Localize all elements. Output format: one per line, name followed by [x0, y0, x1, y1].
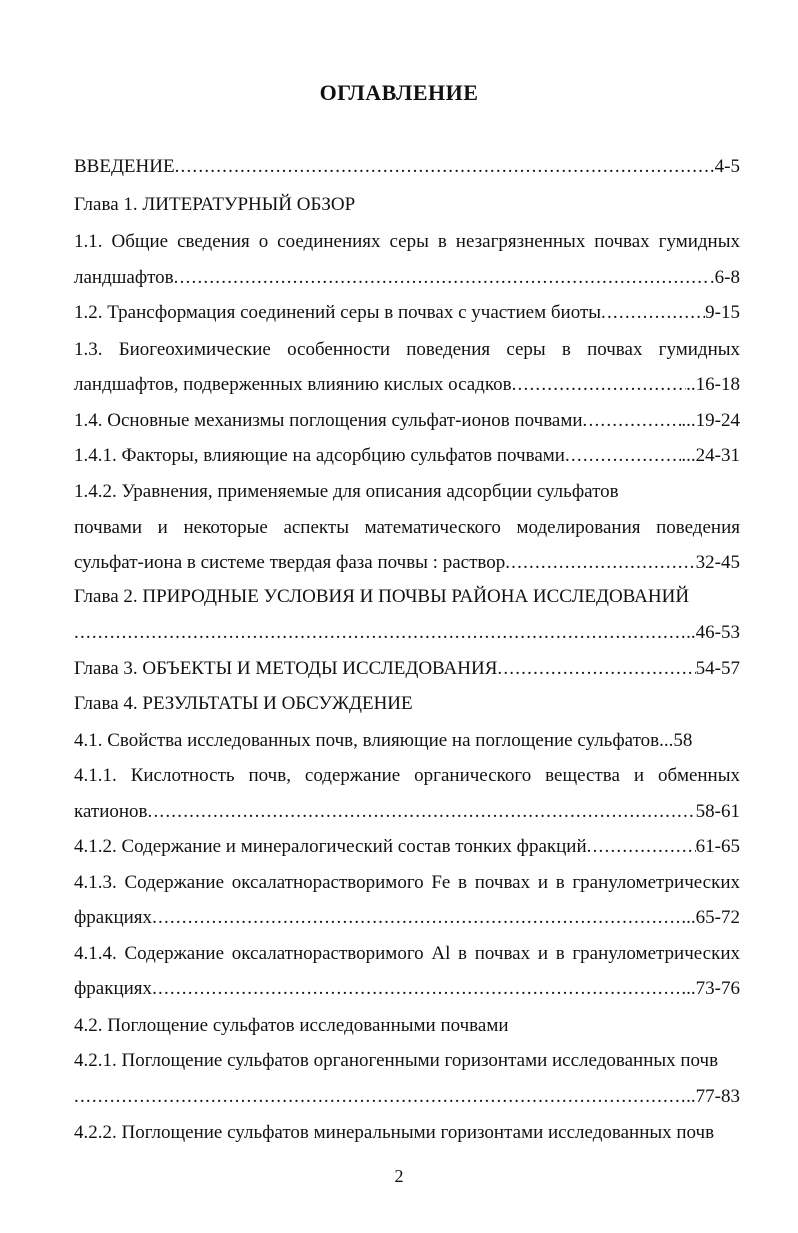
- toc-entry-pages: ...24-31: [681, 445, 740, 466]
- toc-entry-pages: ..46-53: [686, 622, 740, 643]
- toc-entry-pages: ...19-24: [681, 410, 740, 431]
- toc-entry-1-4-2-end: [74, 546, 740, 580]
- toc-entry-4-1-1: 4.1.1. Кислотность почв, содержание органического вещества и обменных: [74, 765, 740, 786]
- toc-entry-pages: 54-57: [695, 658, 740, 679]
- toc-leader-dots: [152, 901, 681, 935]
- toc-entry-text: ВВЕДЕНИЕ: [74, 156, 175, 177]
- toc-entry-text: Глава 3. ОБЪЕКТЫ И МЕТОДЫ ИССЛЕДОВАНИЯ: [74, 658, 498, 679]
- toc-entry-pages: .6-8: [709, 267, 740, 288]
- toc-entry-pages: ..16-18: [686, 374, 740, 395]
- page-title: ОГЛАВЛЕНИЕ: [319, 80, 479, 105]
- toc-leader-dots: [175, 150, 710, 184]
- toc-entry-1-3-continuation: [74, 368, 740, 402]
- toc-entry-1-3: 1.3. Биогеохимические особенности поведения серы в почвах гумидных: [74, 339, 740, 360]
- toc-leader-dots: [497, 652, 695, 686]
- toc-entry-4-1-2: [74, 830, 740, 864]
- toc-leader-dots: [174, 261, 710, 295]
- toc-entry-1-1: 1.1. Общие сведения о соединениях серы в незагрязненных почвах гумидных: [74, 231, 740, 252]
- toc-entry-pages: ...73-76: [681, 978, 740, 999]
- toc-entry-pages: ...65-72: [681, 907, 740, 928]
- toc-entry-1-4-1: [74, 439, 740, 473]
- page-number: 2: [394, 1166, 404, 1186]
- toc-entry-4-2-1-pages-line: [74, 1080, 740, 1114]
- toc-entry-text: 1.4. Основные механизмы поглощения сульфат-ионов почвами: [74, 410, 583, 431]
- toc-entry-pages: ..77-83: [686, 1086, 740, 1107]
- toc-entry-1-1-continuation: [74, 261, 740, 295]
- toc-entry-4-2: 4.2. Поглощение сульфатов исследованными почвами: [74, 1015, 509, 1036]
- toc-entry-text: 1.4.1. Факторы, влияющие на адсорбцию сульфатов почвами: [74, 445, 565, 466]
- toc-entry-1-4: [74, 404, 740, 438]
- toc-entry-introduction: [74, 150, 740, 184]
- toc-entry-pages: 61-65: [695, 836, 740, 857]
- toc-leader-dots: [74, 616, 686, 650]
- toc-entry-text: фракциях: [74, 978, 153, 999]
- toc-entry-pages: 32-45: [695, 552, 740, 573]
- toc-entry-4-1-3: 4.1.3. Содержание оксалатнорастворимого Fe в почвах и в гранулометрических: [74, 872, 740, 893]
- toc-entry-text: 1.2. Трансформация соединений серы в почвах с участием биоты: [74, 302, 602, 323]
- toc-leader-dots: [148, 795, 696, 829]
- toc-entry-1-2: [74, 296, 740, 330]
- toc-entry-pages: 9-15: [705, 302, 740, 323]
- toc-leader-dots: [583, 404, 682, 438]
- toc-entry-pages: 58-61: [695, 801, 740, 822]
- toc-leader-dots: [512, 368, 687, 402]
- toc-entry-4-1-4: 4.1.4. Содержание оксалатнорастворимого Al в почвах и в гранулометрических: [74, 943, 740, 964]
- toc-leader-dots: [74, 1080, 686, 1114]
- toc-leader-dots: [505, 546, 695, 580]
- toc-entry-4-2-1: 4.2.1. Поглощение сульфатов органогенными горизонтами исследованных почв: [74, 1050, 719, 1071]
- toc-leader-dots: [601, 296, 705, 330]
- toc-chapter-2-pages-line: [74, 616, 740, 650]
- toc-entry-pages: .4-5: [709, 156, 740, 177]
- toc-entry-text: сульфат-иона в системе твердая фаза почвы : раствор: [74, 552, 506, 573]
- toc-entry-text: 4.1.2. Содержание и минералогический состав тонких фракций: [74, 836, 587, 857]
- toc-chapter-2: Глава 2. ПРИРОДНЫЕ УСЛОВИЯ И ПОЧВЫ РАЙОНА ИССЛЕДОВАНИЙ: [74, 586, 690, 607]
- toc-chapter-1: Глава 1. ЛИТЕРАТУРНЫЙ ОБЗОР: [74, 194, 356, 215]
- toc-entry-4-1-4-continuation: [74, 972, 740, 1006]
- toc-entry-text: катионов: [74, 801, 148, 822]
- toc-leader-dots: [587, 830, 696, 864]
- toc-entry-4-1-3-continuation: [74, 901, 740, 935]
- toc-chapter-3: [74, 652, 740, 686]
- toc-entry-4-1-1-continuation: [74, 795, 740, 829]
- toc-entry-text: ландшафтов, подверженных влиянию кислых осадков: [74, 374, 512, 395]
- toc-entry-4-1: 4.1. Свойства исследованных почв, влияющие на поглощение сульфатов...58: [74, 730, 693, 751]
- toc-entry-4-2-2: 4.2.2. Поглощение сульфатов минеральными горизонтами исследованных почв: [74, 1122, 715, 1143]
- toc-entry-text: ландшафтов: [74, 267, 174, 288]
- toc-chapter-4: Глава 4. РЕЗУЛЬТАТЫ И ОБСУЖДЕНИЕ: [74, 693, 413, 714]
- toc-entry-1-4-2-continuation: почвами и некоторые аспекты математического моделирования поведения: [74, 517, 740, 538]
- toc-leader-dots: [152, 972, 681, 1006]
- toc-entry-1-4-2: 1.4.2. Уравнения, применяемые для описания адсорбции сульфатов: [74, 481, 619, 502]
- toc-leader-dots: [565, 439, 681, 473]
- toc-entry-text: фракциях: [74, 907, 153, 928]
